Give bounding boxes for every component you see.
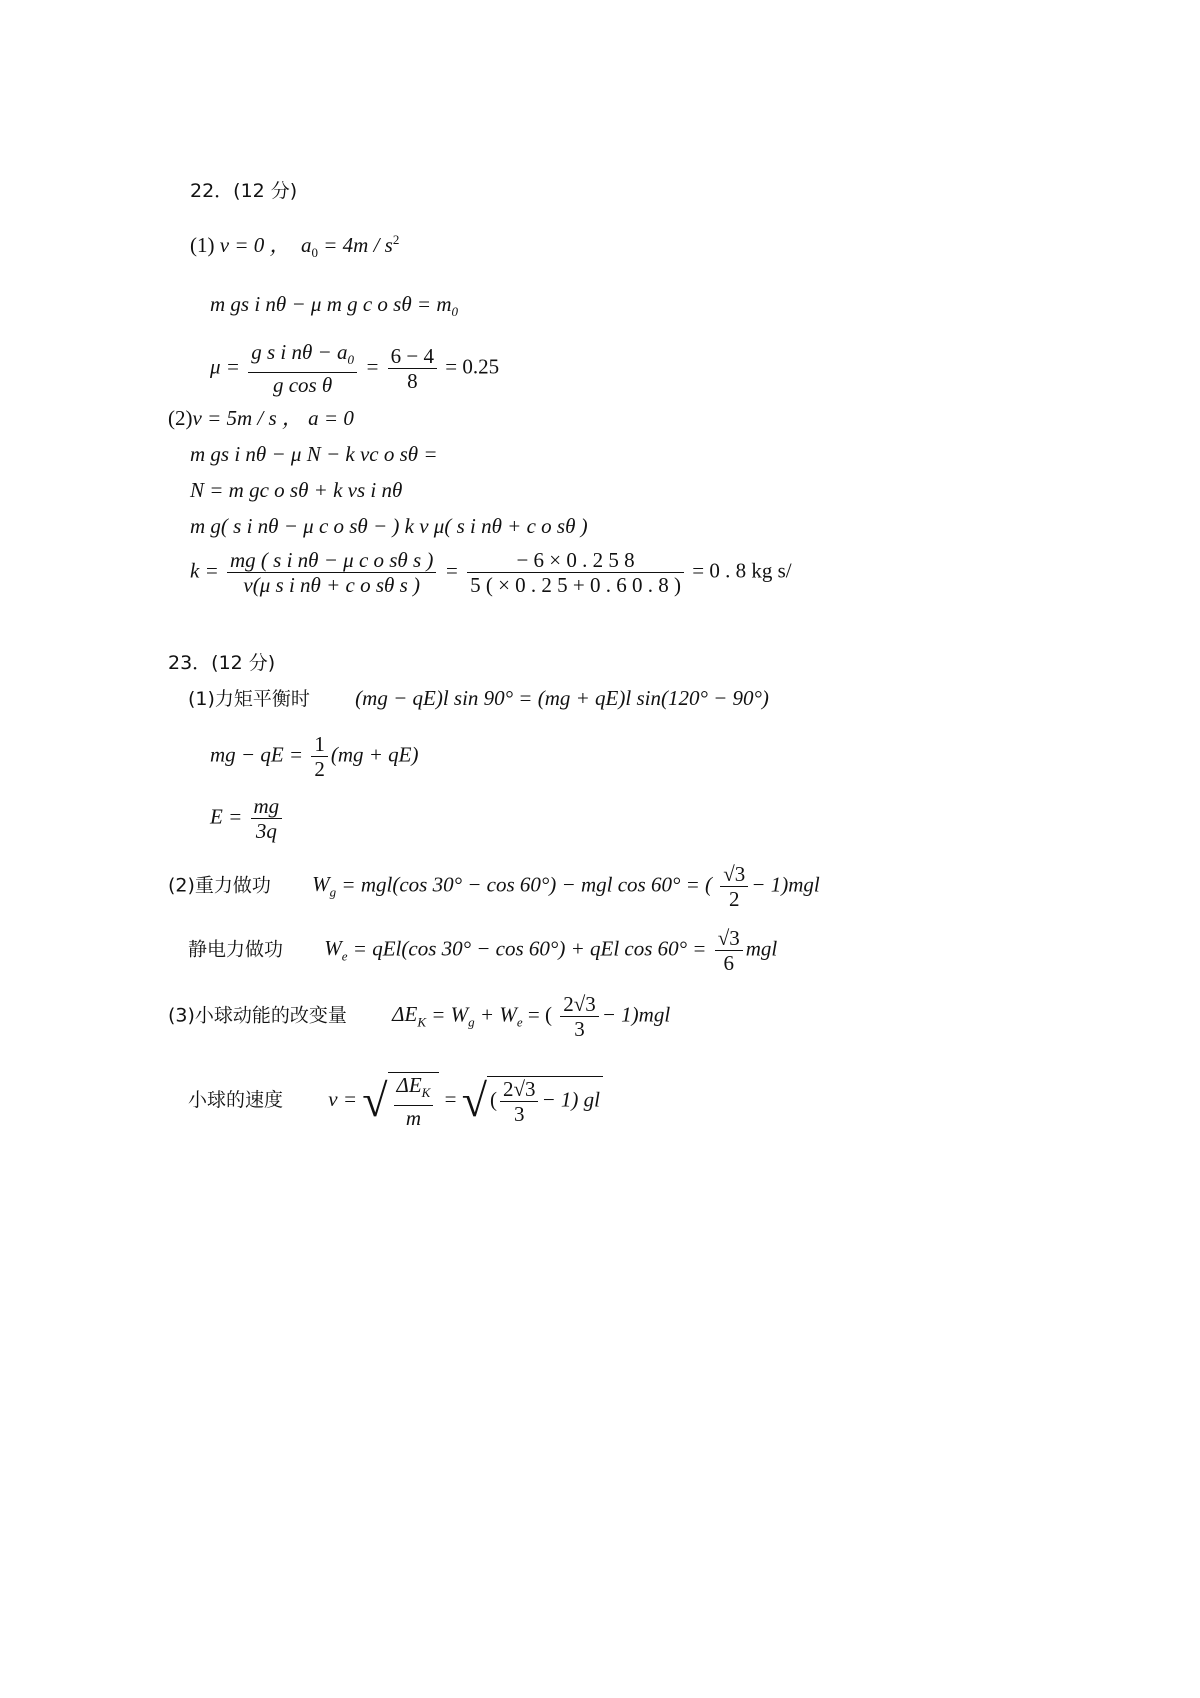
sqrt3-over-2-fraction: $\frac{√3}{2}$ [720,862,748,911]
q23-part1-torque: (1)力矩平衡时 (mg − qE)l sin 90° = (mg + qE)l sin(120° − 90°) [188,686,769,710]
two-sqrt3-over-3-fraction: $\frac{2√3}{3}$ [560,992,599,1041]
q23-part2-electric-work: 静电力做功 $W_e = qEl(\cos$ 30° − cos 60°) + qEl cos 60° = $\frac{√3}{6}$ mgl [188,926,778,975]
q22-newton-equation: m gs i nθ − μ m g c o $s\theta = m_0$ [210,292,459,320]
q23-part1-eq3: E = $\frac{mg}{3q}$ [210,794,285,843]
q22-part2-condition: (2)v = 5m / s ， a = 0 [168,406,354,430]
sqrt3-over-6-fraction: $\frac{√3}{6}$ [715,926,743,975]
q23-part1-eq2: mg − qE = $\frac{1}{2}$ (mg + qE) [210,732,419,781]
q22-part1-condition: (1) v = 0 ， $a_0 = 4m / s^2$ [190,232,400,261]
q22-part2-eq3: m g( s i nθ − μ c o sθ − ) k v μ( s i nθ + c o sθ ) [190,514,588,538]
q23-part3-kinetic-energy: (3)小球动能的改变量 $\Delta E_K = W_g + W_e$ = ( $\frac{2√3}{3}$ − 1)mgl [168,992,671,1041]
q22-mu-equation: μ = $\frac{g s i n\theta - a_0}{\text{g cos θ}}$ = $\frac{6 - 4}{8}$ = 0.25 [210,340,500,398]
radicand-1 [388,1072,440,1130]
mu-value-fraction: $\frac{6 - 4}{8}$ [388,344,437,393]
q22-k-equation: k = $\frac{\text{mg ( s i nθ − μ c o sθ s )}}{\text{v(μ s i nθ + c o sθ s )}}$ = $\frac{- 6 \times 0 . 2 5 8}{5 ( \times 0 . 2 5 + 0 . 6 0 . 8 )}$ = 0 . 8 kg s/ [190,548,792,597]
half-fraction: $\frac{1}{2}$ [311,732,328,781]
q23-part3-velocity: 小球的速度 v = √ $\frac{\Delta E_K}{m}$ = √ ( $\frac{2√3}{3}$ − 1) gl [188,1072,603,1130]
q23-header: 23．(12 分) [168,652,276,674]
q23-part2-gravity-work: (2)重力做功 $W_g = mgl(\cos$ 30° − cos 60°) − mgl cos 60° = ( $\frac{√3}{2}$ − 1)mgl [168,862,820,911]
sqrt-symbol-icon: √ [362,1075,388,1127]
k-fraction: $\frac{\text{mg ( s i nθ − μ c o sθ s )}}{\text{v(μ s i nθ + c o sθ s )}}$ [227,548,436,597]
delta-ek-over-m-fraction: $\frac{\Delta E_K}{m}$ [394,1073,434,1130]
sqrt-symbol-icon: √ [461,1075,487,1127]
mu-fraction: $\frac{g s i n\theta - a_0}{\text{g cos θ}}$ [248,340,357,397]
q22-part2-eq2: N = m gc o sθ + k vs i nθ [190,478,403,502]
q22-part2-eq1: m gs i nθ − μ N − k vc o sθ = [190,442,438,466]
k-value-fraction: $\frac{- 6 \times 0 . 2 5 8}{5 ( \times 0 . 2 5 + 0 . 6 0 . 8 )}$ [467,548,684,597]
two-sqrt3-over-3-fraction-2: $\frac{2√3}{3}$ [500,1077,539,1126]
e-field-fraction: $\frac{mg}{3q}$ [251,794,283,843]
radicand-2: ( $\frac{2√3}{3}$ − 1) gl [487,1076,603,1126]
q22-header: 22．(12 分) [190,180,298,202]
